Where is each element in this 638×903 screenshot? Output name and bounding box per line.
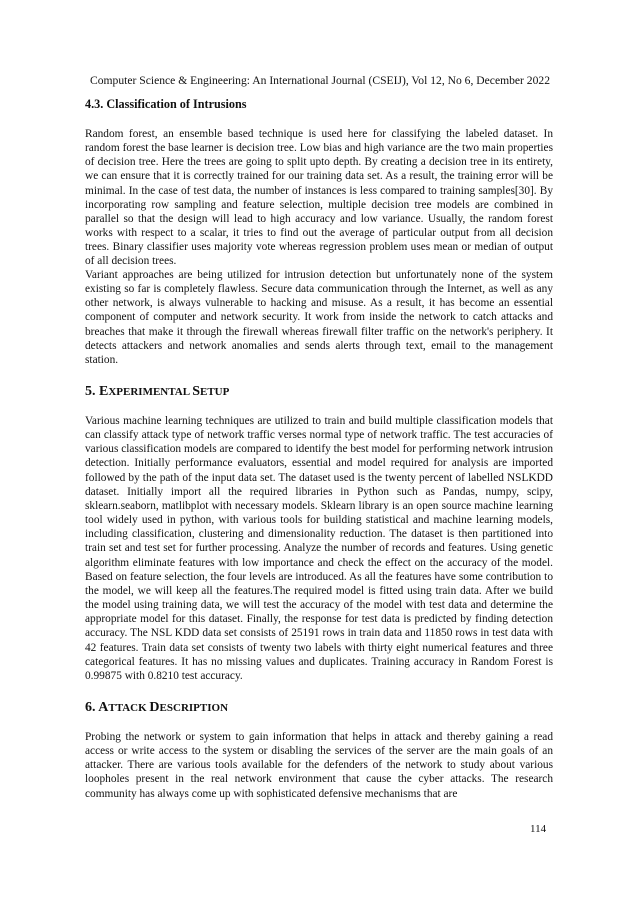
paragraph-intrusion-detection: Variant approaches are being utilized for intrusion detection but unfortunately none of the system existing so far is completely flawless. Secure data communication through the Internet, as well as any other network, is always vulnerable to hacking and misuse. As a result, it has become an essential component of computer and network security. It work from inside the network to catch attacks and breaches that make it through the firewall whereas firewall filter traffic on the network's periphery. It detects attackers and network anomalies and sends alerts through text, email to the management station. <box>85 269 553 366</box>
section-title: ATTACK DESCRIPTION <box>98 700 229 715</box>
paragraph-attack-description: Probing the network or system to gain information that helps in attack and thereby gaining a read access or write access to the system or disabling the services of the server are the main goals of an attacker. There are various tools available for the defenders of the network to study about various loopholes present in the real network environment that cause the cyber attacks. The research community has always come up with sophisticated defensive mechanisms that are <box>85 731 553 800</box>
section-heading-attack-description <box>85 700 228 716</box>
section-title: EXPERIMENTAL SETUP <box>99 384 230 399</box>
paragraph-random-forest: Random forest, an ensemble based technique is used here for classifying the labeled dataset. In random forest the base learner is decision tree. Low bias and high variance are the two main properties of decision tree. Here the trees are going to split upto depth. By creating a decision tree in its entirety, we can ensure that it is correctly trained for our training data set. As a result, the training error will be minimal. In the case of test data, the number of instances is less compared to training samples[30]. By incorporating row sampling and feature selection, multiple decision tree models are combined in parallel so that the design will lead to high accuracy and low variance. Usually, the random forest works with respect to a scalar, it tries to find out the average of particular output from all decision trees. Binary classifier uses majority vote whereas regression problem uses mean or median of output of all decision trees. <box>85 128 553 268</box>
subsection-heading: 4.3. Classification of Intrusions <box>85 97 247 111</box>
section-number: 5. <box>85 384 96 399</box>
paragraph-experimental-setup: Various machine learning techniques are utilized to train and build multiple classification models that can classify attack type of network traffic verses normal type of network traffic. The test accuracies of various classification models are compared to identify the best model for performing network intrusion detection. Initially performance evaluators, essential and model required for analysis are imported followed by the path of the input data set. The dataset used is the twenty percent of labelled NSLKDD dataset. Initially import all the required libraries in Python such as Pandas, numpy, scipy, sklearn.seaborn, matlibplot with necessary models. Sklearn library is an open source machine learning tool widely used in python, with various tools for building statistical and machine learning models, including classification, clustering and dimensionality reduction. The dataset is then partitioned into train set and test set for further processing. Analyze the number of records and features. Using genetic algorithm eliminate features with low importance and check the effect on the accuracy of the model. Based on feature selection, the four levels are introduced. As all the features have some contribution to the model, we will keep all the features.The required model is fitted using train data. After we build the model using training data, we will test the accuracy of the model with test data and determine the appropriate model for this dataset. Finally, the response for test data is predicted by finding detection accuracy. The NSL KDD data set consists of 25191 rows in train data and 11850 rows in test data with 42 features. Train data set consists of twenty two labels with thirty eight numerical features and three categorical features. It has no missing values and duplicates. Training accuracy in Random Forest is 0.99875 with 0.8210 test accuracy. <box>85 415 553 682</box>
section-number: 6. <box>85 700 96 715</box>
running-header: Computer Science & Engineering: An International Journal (CSEIJ), Vol 12, No 6, December 2022 <box>89 74 550 87</box>
page-number: 114 <box>530 823 547 835</box>
section-heading-experimental-setup <box>85 384 229 400</box>
